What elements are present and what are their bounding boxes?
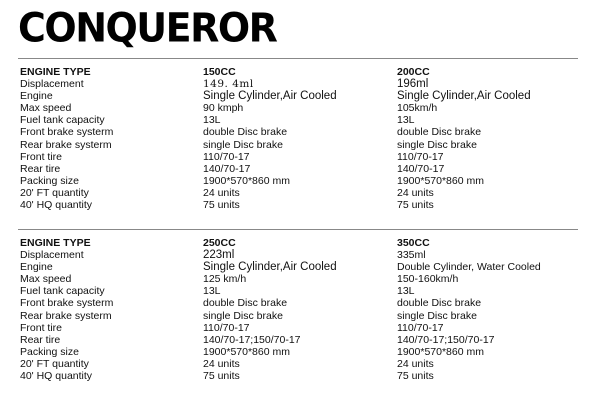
label-fuel-tank: Fuel tank capacity [20,114,105,127]
value-max-speed: 125 km/h [203,273,247,286]
value-rear-tire: 140/70-17 [397,162,445,175]
label-front-brake: Front brake systerm [20,126,114,139]
value-engine: Double Cylinder, Water Cooled [397,261,541,274]
label-displacement: Displacement [20,249,84,262]
value-rear-tire: 140/70-17;150/70-17 [203,333,301,346]
value-front-tire: 110/70-17 [203,321,250,334]
value-front-brake: double Disc brake [397,297,482,310]
label-rear-brake: Rear brake systerm [20,138,112,151]
value-displacement: 196ml [397,78,429,91]
label-rear-tire: Rear tire [20,333,61,346]
value-engine: Single Cylinder,Air Cooled [203,261,337,274]
value-rear-brake: single Disc brake [397,309,477,322]
value-engine: Single Cylinder,Air Cooled [203,90,337,103]
model-name: 150CC [203,66,236,78]
label-rear-tire: Rear tire [20,162,61,175]
label-front-brake: Front brake systerm [20,297,114,310]
value-displacement: 149. 4ml [203,78,254,91]
value-20ft-quantity: 24 units [203,357,240,370]
value-rear-tire: 140/70-17;150/70-17 [397,333,495,346]
value-displacement: 335ml [397,249,426,262]
value-packing-size: 1900*570*860 mm [397,174,484,187]
label-max-speed: Max speed [20,273,72,286]
value-40hq-quantity: 75 units [203,199,240,212]
label-max-speed: Max speed [20,102,72,115]
value-packing-size: 1900*570*860 mm [203,174,290,187]
value-40hq-quantity: 75 units [397,199,434,212]
engine-type-label: ENGINE TYPE [20,237,91,249]
value-rear-brake: single Disc brake [203,309,283,322]
label-fuel-tank: Fuel tank capacity [20,285,105,298]
label-rear-brake: Rear brake systerm [20,309,112,322]
value-20ft-quantity: 24 units [397,186,434,199]
divider-middle [18,229,578,230]
value-rear-tire: 140/70-17 [203,162,251,175]
value-fuel-tank: 13L [203,114,221,127]
value-rear-brake: single Disc brake [397,138,477,151]
value-fuel-tank: 13L [397,285,415,298]
label-20ft-quantity: 20' FT quantity [20,186,89,199]
value-front-brake: double Disc brake [203,297,288,310]
engine-type-label: ENGINE TYPE [20,66,91,78]
value-max-speed: 150-160km/h [397,273,459,286]
value-front-tire: 110/70-17 [397,321,444,334]
value-20ft-quantity: 24 units [397,357,434,370]
value-rear-brake: single Disc brake [203,138,283,151]
value-max-speed: 90 kmph [203,102,244,115]
value-fuel-tank: 13L [397,114,415,127]
label-column [20,66,200,211]
label-front-tire: Front tire [20,150,63,163]
value-packing-size: 1900*570*860 mm [397,345,484,358]
page-title: CONQUEROR [18,4,277,52]
label-packing-size: Packing size [20,174,79,187]
model-column-250cc [203,237,393,382]
value-40hq-quantity: 75 units [397,370,434,383]
value-packing-size: 1900*570*860 mm [203,345,290,358]
value-displacement: 223ml [203,249,235,262]
value-engine: Single Cylinder,Air Cooled [397,90,531,103]
model-column-350cc [397,237,582,382]
label-front-tire: Front tire [20,321,63,334]
value-front-brake: double Disc brake [397,126,482,139]
value-front-brake: double Disc brake [203,126,288,139]
value-40hq-quantity: 75 units [203,370,240,383]
label-engine: Engine [20,90,53,103]
divider-top [18,58,578,59]
spec-table-2 [0,237,600,397]
label-40hq-quantity: 40' HQ quantity [20,370,93,383]
label-column [20,237,200,382]
spec-table-1 [0,66,600,226]
model-name: 200CC [397,66,430,78]
value-front-tire: 110/70-17 [397,150,444,163]
value-fuel-tank: 13L [203,285,221,298]
label-20ft-quantity: 20' FT quantity [20,357,89,370]
label-displacement: Displacement [20,78,84,91]
value-20ft-quantity: 24 units [203,186,240,199]
label-packing-size: Packing size [20,345,79,358]
label-engine: Engine [20,261,53,274]
model-column-150cc [203,66,393,211]
model-column-200cc [397,66,582,211]
model-name: 350CC [397,237,430,249]
value-front-tire: 110/70-17 [203,150,250,163]
label-40hq-quantity: 40' HQ quantity [20,199,93,212]
value-max-speed: 105km/h [397,102,438,115]
model-name: 250CC [203,237,236,249]
